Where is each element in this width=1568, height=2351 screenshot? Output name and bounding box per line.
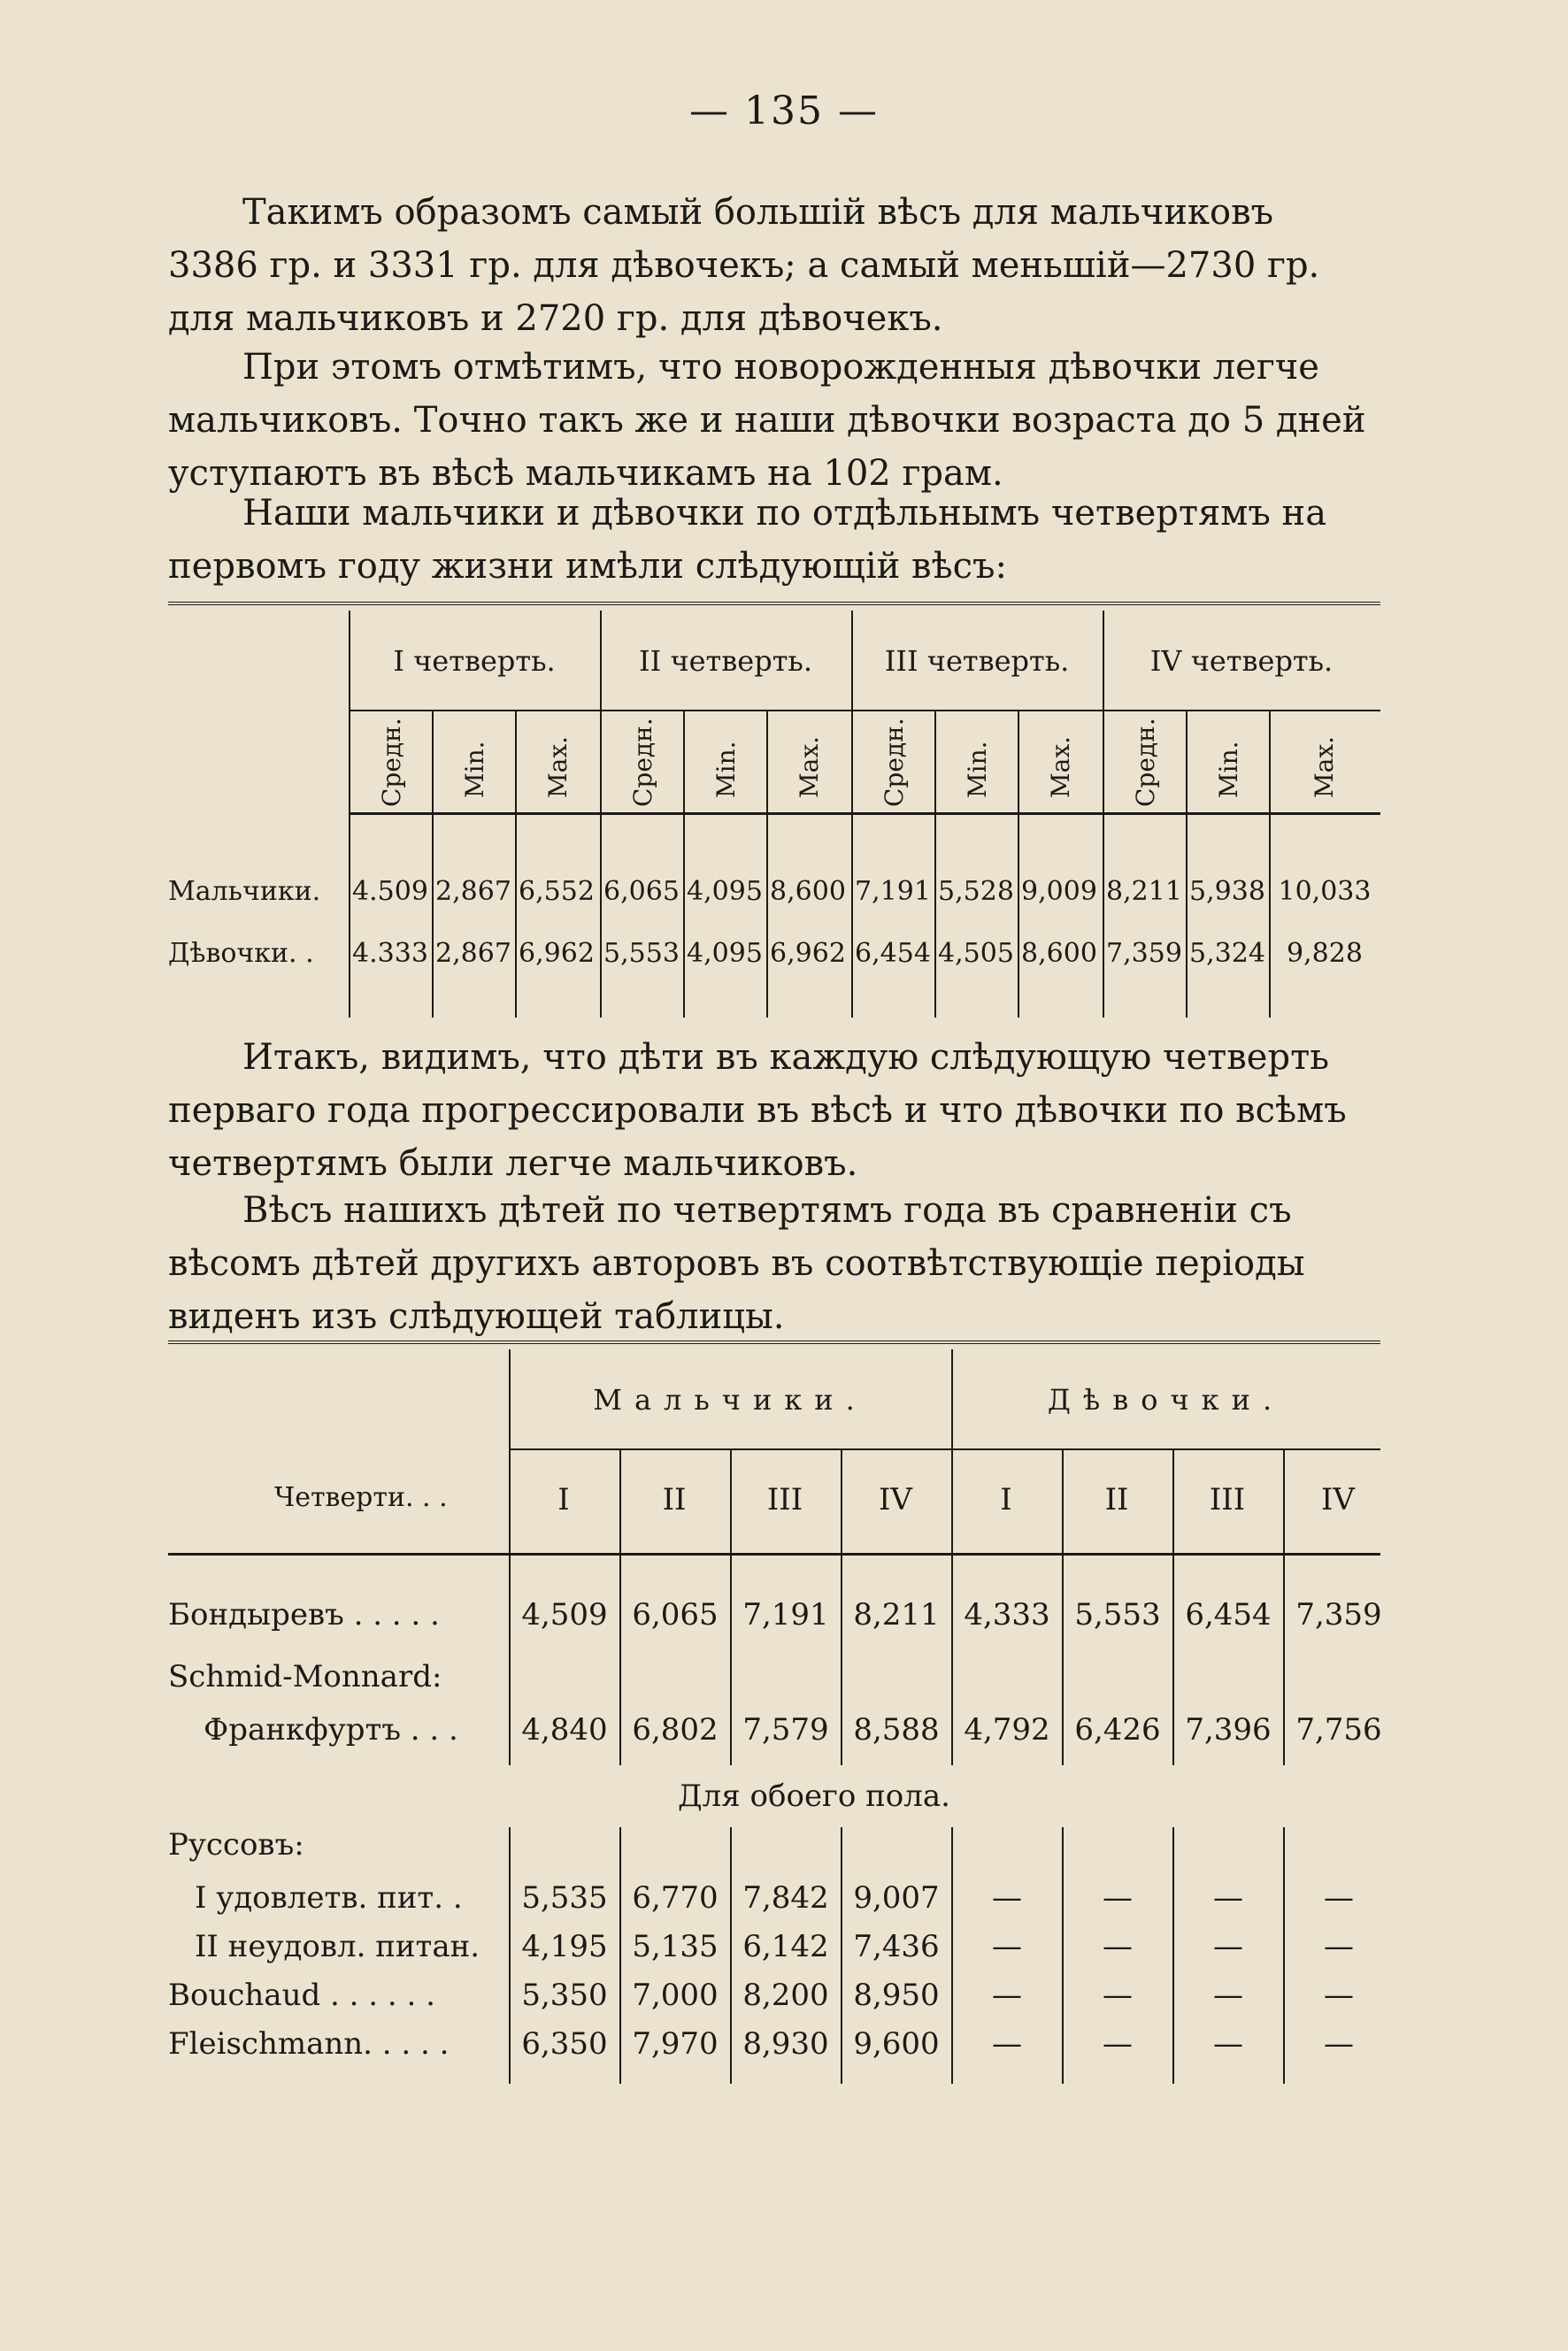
grid-line	[168, 1553, 1380, 1556]
table-cell: —	[1213, 1880, 1243, 1916]
stub-header: Четверти. . .	[274, 1482, 448, 1513]
table-cell: 9,007	[853, 1880, 940, 1916]
row-label: Bouchaud . . . . . .	[168, 1978, 435, 2013]
row-label: II неудовл. питан.	[195, 1929, 480, 1964]
table-cell: 7,000	[632, 1978, 719, 2013]
quarter-numeral: IV	[879, 1482, 912, 1517]
row-label: Руссовъ:	[168, 1827, 304, 1863]
table-cell: —	[1324, 2026, 1354, 2062]
grid-line	[1062, 1553, 1064, 1765]
quarter-numeral: III	[766, 1482, 803, 1517]
quarter-header: II четверть.	[639, 644, 812, 678]
grid-line	[934, 710, 936, 1018]
table-cell: —	[1213, 1978, 1243, 2013]
sub-header: Min.	[963, 741, 992, 798]
table-cell: —	[992, 1929, 1022, 1964]
sub-header: Max.	[1046, 735, 1075, 798]
text-line: перваго года прогрессировали въ вѣсѣ и что дѣвочки по всѣмъ	[168, 1090, 1347, 1131]
grid-line	[349, 812, 1380, 815]
table-cell: 6,454	[1185, 1597, 1272, 1633]
sub-header: Min.	[1214, 741, 1243, 798]
table-cell: 4,509	[521, 1597, 608, 1633]
text-line: 3386 гр. и 3331 гр. для дѣвочекъ; а самый меньшій—2730 гр.	[168, 245, 1320, 286]
grid-line	[515, 710, 517, 1018]
table-cell: 8,200	[742, 1978, 829, 2013]
grid-line	[619, 1553, 621, 1765]
grid-line	[1172, 1553, 1174, 1765]
quarter-numeral: I	[1000, 1482, 1012, 1517]
table-cell: 4,840	[521, 1712, 608, 1748]
grid-line	[1062, 1448, 1064, 1555]
table-cell: 4.333	[352, 938, 428, 969]
quarter-numeral: II	[662, 1482, 687, 1517]
text-line: Вѣсъ нашихъ дѣтей по четвертямъ года въ сравненіи съ	[242, 1190, 1292, 1231]
table-cell: 8,211	[853, 1597, 940, 1633]
table-cell: —	[1103, 1978, 1133, 2013]
text-line: вѣсомъ дѣтей другихъ авторовъ въ соотвѣтствующіе періоды	[168, 1243, 1305, 1284]
paragraph-4	[168, 1031, 1380, 1190]
quarter-header: IV четверть.	[1149, 644, 1334, 678]
row-label: Fleischmann. . . . .	[168, 2026, 450, 2062]
sub-header: Max.	[543, 735, 573, 798]
table-cell: 6,350	[521, 2026, 608, 2062]
table-cell: 2,867	[435, 876, 511, 907]
paragraph-1	[168, 186, 1380, 345]
sub-header: Min.	[711, 741, 741, 798]
sub-header: Средн.	[377, 718, 406, 807]
table-cell: 6,770	[632, 1880, 719, 1916]
table-cell: —	[1324, 1929, 1354, 1964]
table-cell: 6,454	[855, 938, 931, 969]
table-cell: 5,938	[1189, 876, 1265, 907]
table-cell: —	[1324, 1880, 1354, 1916]
text-line: Итакъ, видимъ, что дѣти въ каждую слѣдующую четверть	[242, 1037, 1329, 1078]
grid-line	[509, 1448, 1380, 1450]
table-cell: 8,588	[853, 1712, 940, 1748]
table-cell: 4,095	[687, 938, 763, 969]
grid-line	[1283, 1827, 1285, 2084]
paragraph-2	[168, 341, 1380, 500]
grid-line	[951, 1827, 953, 2084]
table-cell: 8,211	[1106, 876, 1182, 907]
table-cell: 9,600	[853, 2026, 940, 2062]
grid-line	[730, 1448, 732, 1555]
table-cell: 7,359	[1295, 1597, 1382, 1633]
table-cell: 4.509	[352, 876, 428, 907]
table-cell: 4,505	[938, 938, 1014, 969]
sub-header: Max.	[1310, 735, 1339, 798]
text-line: Такимъ образомъ самый большій вѣсъ для мальчиковъ	[242, 192, 1274, 233]
text-line: При этомъ отмѣтимъ, что новорожденныя дѣвочки легче	[242, 347, 1319, 388]
table-cell: 7,579	[742, 1712, 829, 1748]
quarter-numeral: III	[1209, 1482, 1246, 1517]
text-line: первомъ году жизни имѣли слѣдующій вѣсъ:	[168, 546, 1007, 587]
table-cell: 6,962	[519, 938, 595, 969]
table-comparison	[168, 1349, 1380, 2084]
table-cell: 7,359	[1106, 938, 1182, 969]
row-label: Мальчики.	[168, 876, 321, 907]
grid-line	[1172, 1827, 1174, 2084]
table-cell: 8,930	[742, 2026, 829, 2062]
quarter-numeral: II	[1104, 1482, 1129, 1517]
table-cell: 7,756	[1295, 1712, 1382, 1748]
grid-line	[1269, 710, 1271, 1018]
grid-line	[619, 1448, 621, 1555]
grid-line	[1018, 710, 1019, 1018]
table-cell: 7,191	[742, 1597, 829, 1633]
quarter-header: III четверть.	[884, 644, 1070, 678]
text-line: четвертямъ были легче мальчиковъ.	[168, 1143, 858, 1184]
table2-top-rule	[168, 1341, 1380, 1344]
group-header-boys: Мальчики.	[593, 1383, 867, 1417]
page-number: — 135 —	[689, 88, 879, 134]
table-cell: 4,792	[964, 1712, 1050, 1748]
table-cell: 8,950	[853, 1978, 940, 2013]
table-cell: —	[992, 1880, 1022, 1916]
quarter-numeral: IV	[1321, 1482, 1355, 1517]
table-quarterly-weight	[168, 611, 1380, 1018]
table-cell: —	[1103, 1880, 1133, 1916]
paragraph-3	[168, 487, 1380, 593]
text-line: виденъ изъ слѣдующей таблицы.	[168, 1296, 785, 1337]
table-cell: 8,600	[770, 876, 846, 907]
table-cell: 6,426	[1074, 1712, 1161, 1748]
text-line: для мальчиковъ и 2720 гр. для дѣвочекъ.	[168, 298, 943, 339]
grid-line	[1186, 710, 1188, 1018]
table-cell: 5,528	[938, 876, 1014, 907]
table-cell: 4,195	[521, 1929, 608, 1964]
table-cell: 6,802	[632, 1712, 719, 1748]
table-cell: 6,962	[770, 938, 846, 969]
grid-line	[841, 1827, 842, 2084]
grid-line	[841, 1448, 842, 1555]
sub-header: Max.	[795, 735, 824, 798]
table-cell: —	[992, 2026, 1022, 2062]
table-cell: 9,828	[1287, 938, 1363, 969]
grid-line	[1172, 1448, 1174, 1555]
table-cell: 5,553	[603, 938, 680, 969]
table-cell: 6,065	[632, 1597, 719, 1633]
table-cell: 4,095	[687, 876, 763, 907]
grid-line	[841, 1553, 842, 1765]
table-cell: 6,142	[742, 1929, 829, 1964]
row-label: Франкфуртъ . . .	[204, 1712, 458, 1748]
table-cell: —	[1213, 2026, 1243, 2062]
table-cell: 4,333	[964, 1597, 1050, 1633]
table1-top-rule	[168, 602, 1380, 605]
both-sexes-caption: Для обоего пола.	[678, 1779, 950, 1814]
table-cell: 7,970	[632, 2026, 719, 2062]
grid-line	[730, 1827, 732, 2084]
table-cell: 5,135	[632, 1929, 719, 1964]
row-label: Бондыревъ . . . . .	[168, 1597, 440, 1633]
table-cell: —	[1213, 1929, 1243, 1964]
sub-header: Средн.	[1131, 718, 1160, 807]
table-cell: —	[1324, 1978, 1354, 2013]
grid-line	[683, 710, 685, 1018]
sub-header: Средн.	[628, 718, 657, 807]
grid-line	[766, 710, 768, 1018]
table-cell: 6,065	[603, 876, 680, 907]
grid-line	[619, 1827, 621, 2084]
grid-line	[349, 710, 1380, 711]
sub-header: Min.	[460, 741, 489, 798]
quarter-header: I четверть.	[393, 644, 556, 678]
table-cell: —	[1103, 1929, 1133, 1964]
table-cell: 7,396	[1185, 1712, 1272, 1748]
table-cell: 8,600	[1021, 938, 1097, 969]
grid-line	[509, 1827, 511, 2084]
table-cell: 7,436	[853, 1929, 940, 1964]
group-header-girls: Дѣвочки.	[1047, 1383, 1285, 1417]
paragraph-5	[168, 1184, 1380, 1343]
table-cell: —	[1103, 2026, 1133, 2062]
table-cell: 5,324	[1189, 938, 1265, 969]
quarter-numeral: I	[557, 1482, 570, 1517]
sub-header: Средн.	[880, 718, 909, 807]
table-cell: 5,553	[1074, 1597, 1161, 1633]
table-cell: 9,009	[1021, 876, 1097, 907]
table-cell: 10,033	[1278, 876, 1372, 907]
grid-line	[730, 1553, 732, 1765]
grid-line	[432, 710, 434, 1018]
grid-line	[1283, 1553, 1285, 1765]
row-label: I удовлетв. пит. .	[195, 1880, 463, 1916]
grid-line	[1283, 1448, 1285, 1555]
text-line: Наши мальчики и дѣвочки по отдѣльнымъ четвертямъ на	[242, 493, 1327, 534]
table-cell: 2,867	[435, 938, 511, 969]
table-cell: 6,552	[519, 876, 595, 907]
table-cell: 5,535	[521, 1880, 608, 1916]
table-cell: 7,842	[742, 1880, 829, 1916]
text-line: уступаютъ въ вѣсѣ мальчикамъ на 102 грам.	[168, 453, 1003, 494]
table-cell: —	[992, 1978, 1022, 2013]
row-label: Schmid-Monnard:	[168, 1659, 442, 1694]
grid-line	[1062, 1827, 1064, 2084]
table-cell: 5,350	[521, 1978, 608, 2013]
table-cell: 7,191	[855, 876, 931, 907]
row-label: Дѣвочки. .	[168, 938, 314, 969]
text-line: мальчиковъ. Точно такъ же и наши дѣвочки возраста до 5 дней	[168, 400, 1366, 441]
